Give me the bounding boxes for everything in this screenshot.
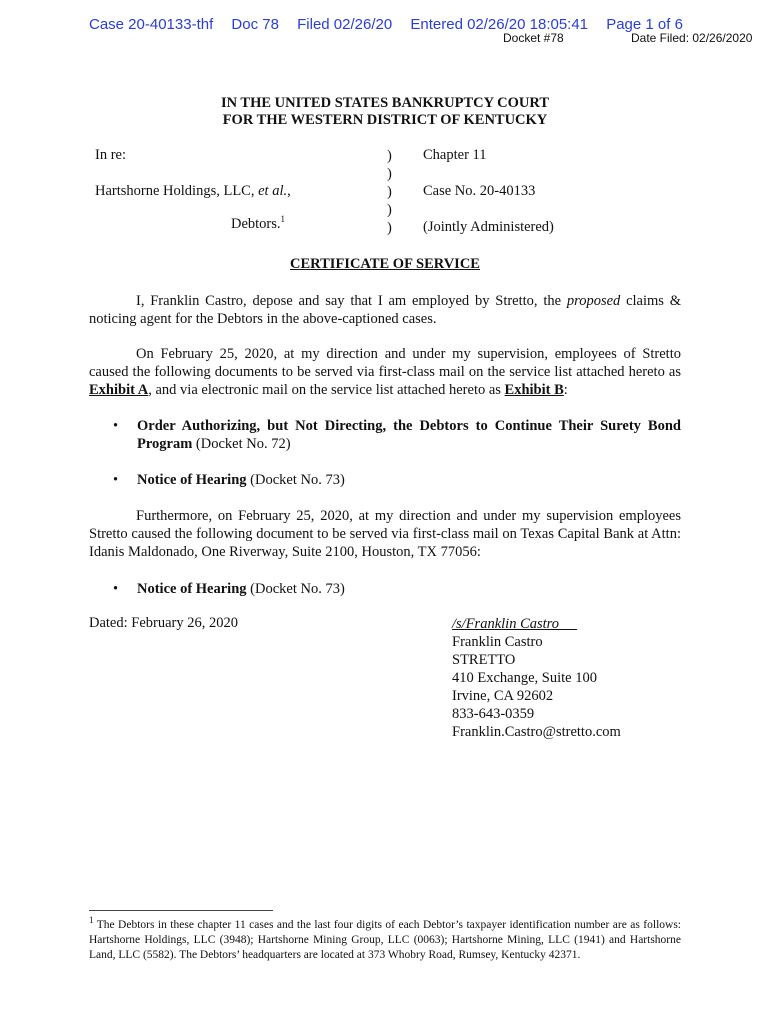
document-title-order: Order Authorizing, but Not Directing, the Debtors to Continue Their Surety Bond Program [137,418,681,452]
footnote-ref: 1 [280,214,286,225]
paragraph-service [89,345,681,399]
signer-address-2: Irvine, CA 92602 [452,688,554,704]
caption-paren: ) [387,148,392,164]
doc-number-stamp: Doc 78 [231,16,279,33]
document-title: CERTIFICATE OF SERVICE [290,256,480,272]
signature-block [452,615,621,741]
document-title-notice: Notice of Hearing [137,472,247,488]
footnote-number: 1 [89,915,94,926]
footnote-divider [89,910,273,911]
filing-header [89,16,697,33]
case-no-label: Case No. 20-40133 [423,183,536,199]
para1-text-a: I, Franklin Castro, depose and say that I am employed by Stretto, the [136,293,567,309]
document-title-notice: Notice of Hearing [137,581,247,597]
paragraph-employment [89,292,681,328]
signer-phone: 833-643-0359 [452,706,535,722]
para2-text-a: On February 25, 2020, at my direction and under my supervision, employees of Stretto caused the following documents to be served via first-class mail on the service list attached hereto as [89,346,681,380]
entered-date-stamp: Entered 02/26/20 18:05:41 [410,16,589,33]
page-count-stamp: Page 1 of 6 [606,16,683,33]
signature-line [452,615,621,633]
debtor-name-text: Hartshorne Holdings, LLC, [95,183,259,199]
jointly-administered-label: (Jointly Administered) [423,219,554,235]
debtors-text: Debtors. [231,216,281,232]
para2-text-b: , and via electronic mail on the service list attached hereto as [148,382,505,398]
in-re-label: In re: [95,147,126,163]
footnote [89,915,681,963]
signer-email: Franklin.Castro@stretto.com [452,724,621,740]
para1-text-b: claims & noticing agent for the Debtors in the above-captioned cases. [89,293,681,327]
signer-name: Franklin Castro [452,634,543,650]
signer-company: STRETTO [452,652,516,668]
docket-ref: (Docket No. 73) [246,472,345,488]
signature-underline [559,616,577,632]
caption-paren: ) [387,166,392,182]
court-line-2: FOR THE WESTERN DISTRICT OF KENTUCKY [222,112,548,128]
bullet-glyph: • [113,581,119,597]
docket-label: Docket #78 [503,31,564,45]
exhibit-b-ref: Exhibit B [504,382,564,398]
list-item-text [137,471,681,489]
exhibit-a-ref: Exhibit A [89,382,149,398]
caption-paren: ) [387,202,392,218]
docket-ref: (Docket No. 72) [192,436,291,452]
court-line-1: IN THE UNITED STATES BANKRUPTCY COURT [220,95,550,111]
case-number-stamp: Case 20-40133-thf [89,16,214,33]
debtors-label [231,216,285,233]
paragraph-additional-service: Furthermore, on February 25, 2020, at my direction and under my supervision employees Stretto caused the following document to be served via first-class mail on Texas Capital Bank at Attn: Idanis Maldonado, One Riverway, Suite 2100, Houston, TX 77056: [89,508,681,560]
debtor-name [95,183,291,200]
date-filed-label: Date Filed: 02/26/2020 [631,31,753,45]
court-heading [0,95,770,129]
filed-date-stamp: Filed 02/26/20 [297,16,393,33]
para2-text-c: : [563,382,568,398]
debtor-name-comma: , [287,183,291,199]
dated-line: Dated: February 26, 2020 [89,615,238,631]
footnote-text: The Debtors in these chapter 11 cases and the last four digits of each Debtor’s taxpayer identification number are as follows: Hartshorne Holdings, LLC (3948); Hartshorne Mining Group, LLC (0063); Hartshorne Mining, LLC (1941) and Hartshorne Land, LLC (5582). The Debtors’ headquarters are located at 373 Whobry Road, Rumsey, Kentucky 42371. [89,919,681,961]
caption-paren: ) [387,184,392,200]
bullet-glyph: • [113,418,119,434]
et-al-text: et al. [258,183,288,199]
chapter-label: Chapter 11 [423,147,487,163]
signer-address-1: 410 Exchange, Suite 100 [452,670,597,686]
docket-ref: (Docket No. 73) [246,581,345,597]
signature-text: /s/Franklin Castro [452,616,560,632]
caption-paren: ) [387,220,392,236]
bullet-glyph: • [113,472,119,488]
para1-italic: proposed [566,293,621,309]
list-item-text [137,580,681,598]
list-item-text [137,417,681,453]
